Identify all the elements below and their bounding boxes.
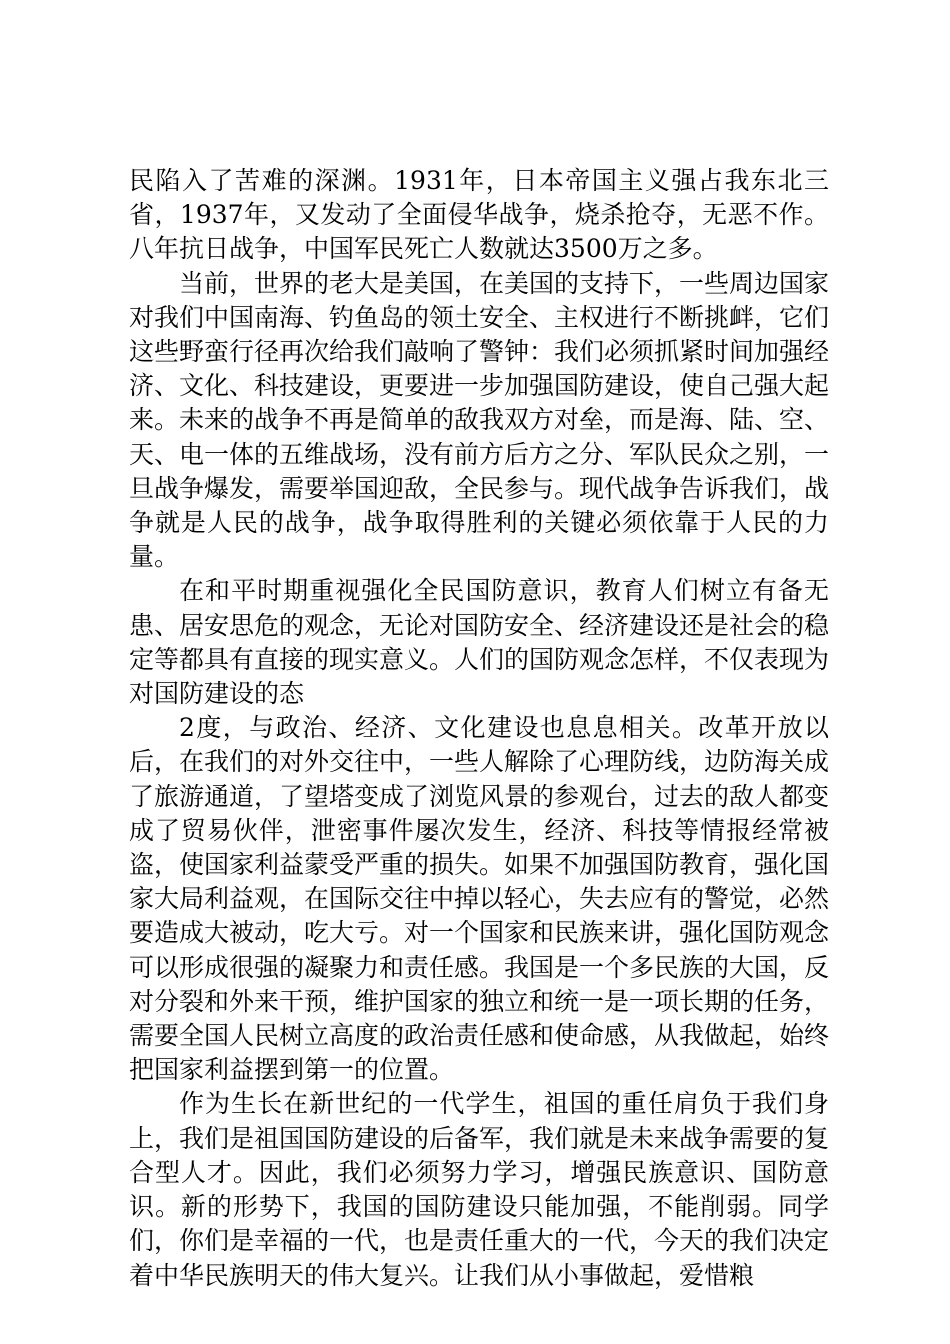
paragraph-4: 2度，与政治、经济、文化建设也息息相关。改革开放以后，在我们的对外交往中，一些人解除了心理防线，边防海关成了旅游通道，了望塔变成了浏览风景的参观台，过去的敌人都变成了贸易伙伴，泄密事件屡次发生，经济、科技等情报经常被盗，使国家利益蒙受严重的损失。如果不加强国防教育，强化国家大局利益观，在国际交往中掉以轻心，失去应有的警觉，必然要造成大被动，吃大亏。对一个国家和民族来讲，强化国防观念可以形成很强的凝聚力和责任感。我国是一个多民族的大国，反对分裂和外来干预，维护国家的独立和统一是一项长期的任务，需要全国人民树立高度的政治责任感和使命感，从我做起，始终把国家利益摆到第一的位置。 (129, 713, 830, 1085)
paragraph-1: 民陷入了苦难的深渊。1931年，日本帝国主义强占我东北三省，1937年，又发动了全面侵华战争，烧杀抢夺，无恶不作。八年抗日战争，中国军民死亡人数就达3500万之多。 (129, 166, 829, 264)
paragraph-3: 在和平时期重视强化全民国防意识，教育人们树立有备无患、居安思危的观念，无论对国防安全、经济建设还是社会的稳定等都具有直接的现实意义。人们的国防观念怎样，不仅表现为对国防建设的态 (129, 576, 830, 709)
document-body (129, 164, 829, 1293)
paragraph-5: 作为生长在新世纪的一代学生，祖国的重任肩负于我们身上，我们是祖国国防建设的后备军，我们就是未来战争需要的复合型人才。因此，我们必须努力学习，增强民族意识、国防意识。新的形势下，我国的国防建设只能加强，不能削弱。同学们，你们是幸福的一代，也是责任重大的一代，今天的我们决定着中华民族明天的伟大复兴。让我们从小事做起，爱惜粮 (129, 1089, 830, 1290)
paragraph-2: 当前，世界的老大是美国，在美国的支持下，一些周边国家对我们中国南海、钓鱼岛的领土安全、主权进行不断挑衅，它们这些野蛮行径再次给我们敲响了警钟：我们必须抓紧时间加强经济、文化、科技建设，更要进一步加强国防建设，使自己强大起来。未来的战争不再是简单的敌我双方对垒，而是海、陆、空、天、电一体的五维战场，没有前方后方之分、军队民众之别，一旦战争爆发，需要举国迎敌，全民参与。现代战争告诉我们，战争就是人民的战争，战争取得胜利的关键必须依靠于人民的力量。 (129, 268, 830, 572)
